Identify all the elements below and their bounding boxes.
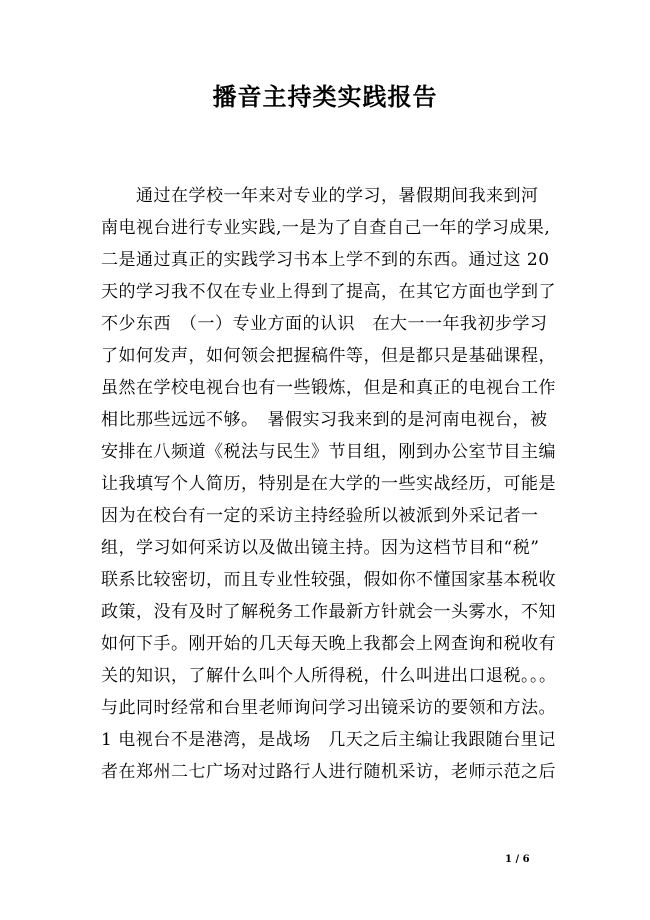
text-line: 政策，没有及时了解税务工作最新方针就会一头雾水，不知 bbox=[101, 602, 556, 622]
body-text bbox=[101, 180, 557, 788]
text-line: 安排在八频道《税法与民生》节目组，刚到办公室节目主编 bbox=[101, 442, 556, 462]
text-line: 组，学习如何采访以及做出镜主持。因为这档节目和“税” bbox=[101, 538, 540, 558]
text-line: 了如何发声，如何领会把握稿件等，但是都只是基础课程， bbox=[101, 346, 556, 366]
text-line: 让我填写个人简历，特别是在大学的一些实战经历，可能是 bbox=[101, 474, 556, 494]
text-line: 1 电视台不是港湾，是战场 几天之后主编让我跟随台里记 bbox=[101, 730, 556, 750]
text-line: 二是通过真正的实践学习书本上学不到的东西。通过这 20 bbox=[101, 250, 550, 270]
text-line: 如何下手。刚开始的几天每天晚上我都会上网查询和税收有 bbox=[101, 634, 556, 654]
page-number: 1 / 6 bbox=[505, 854, 530, 865]
text-line: 关的知识，了解什么叫个人所得税，什么叫进出口退税。。。 bbox=[101, 666, 557, 686]
text-line: 虽然在学校电视台也有一些锻炼，但是和真正的电视台工作 bbox=[101, 378, 556, 398]
text-line: 南电视台进行专业实践,一是为了自查自己一年的学习成果, bbox=[101, 218, 551, 238]
text-line: 因为在校台有一定的采访主持经验所以被派到外采记者一 bbox=[101, 506, 539, 526]
document-title: 播音主持类实践报告 bbox=[212, 82, 438, 111]
text-line: 不少东西 （一）专业方面的认识 在大一一年我初步学习 bbox=[101, 314, 548, 334]
text-line: 通过在学校一年来对专业的学习，暑假期间我来到河 bbox=[101, 186, 539, 206]
text-line: 与此同时经常和台里老师询问学习出镜采访的要领和方法。 bbox=[101, 698, 556, 718]
text-line: 天的学习我不仅在专业上得到了提高，在其它方面也学到了 bbox=[101, 282, 556, 302]
text-line: 联系比较密切，而且专业性较强，假如你不懂国家基本税收 bbox=[101, 570, 556, 590]
text-line: 者在郑州二七广场对过路行人进行随机采访，老师示范之后 bbox=[101, 762, 556, 782]
text-line: 相比那些远远不够。 暑假实习我来到的是河南电视台，被 bbox=[101, 410, 548, 430]
